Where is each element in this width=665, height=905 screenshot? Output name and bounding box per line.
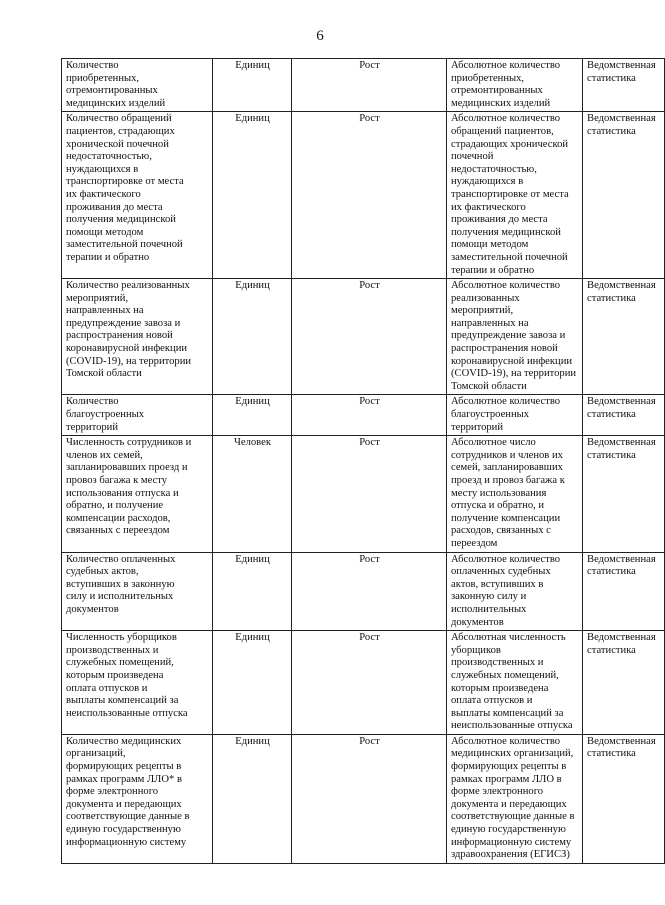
description-cell: Абсолютное число сотрудников и членов их семей, запланировавших проезд и провоз багажа к месту использования отпуска и обратно, и получение компенсации расходов, связанных с переездом (447, 436, 583, 552)
source-cell: Ведомственная статистика (583, 395, 665, 436)
unit-cell: Человек (213, 436, 292, 552)
unit-cell: Единиц (213, 279, 292, 395)
indicator-name-cell: Количество медицинских организаций, формирующих рецепты в рамках программ ЛЛО* в форме электронного документа и передающих соответствующие данные в единую государственную информационную систему (62, 734, 213, 863)
indicator-name-cell: Количество обращений пациентов, страдающих хронической почечной недостаточностью, нуждающихся в транспортировке от места их фактического проживания до места получения медицинской помощи методом заместительной почечной терапии и обратно (62, 112, 213, 279)
table-row (62, 552, 665, 631)
description-cell: Абсолютное количество обращений пациентов, страдающих хронической почечной недостаточностью, нуждающихся в транспортировке от места их фактического проживания до места получения медицинской помощи методом заместительной почечной терапии и обратно (447, 112, 583, 279)
source-cell: Ведомственная статистика (583, 436, 665, 552)
unit-cell: Единиц (213, 59, 292, 112)
description-cell: Абсолютное количество благоустроенных территорий (447, 395, 583, 436)
source-cell: Ведомственная статистика (583, 279, 665, 395)
source-cell: Ведомственная статистика (583, 59, 665, 112)
indicator-name-cell: Количество реализованных мероприятий, направленных на предупреждение завоза и распространения новой коронавирусной инфекции (COVID-19), на территории Томской области (62, 279, 213, 395)
direction-cell: Рост (292, 631, 447, 735)
direction-cell: Рост (292, 279, 447, 395)
direction-cell: Рост (292, 436, 447, 552)
description-cell: Абсолютное количество оплаченных судебных актов, вступивших в законную силу и исполнительных документов (447, 552, 583, 631)
source-cell: Ведомственная статистика (583, 734, 665, 863)
indicator-name-cell: Количество приобретенных, отремонтированных медицинских изделий (62, 59, 213, 112)
unit-cell: Единиц (213, 395, 292, 436)
unit-cell: Единиц (213, 631, 292, 735)
description-cell: Абсолютное количество приобретенных, отремонтированных медицинских изделий (447, 59, 583, 112)
direction-cell: Рост (292, 734, 447, 863)
direction-cell: Рост (292, 112, 447, 279)
description-cell: Абсолютная численность уборщиков производственных и служебных помещений, которым произведена оплата отпусков и выплаты компенсаций за неиспользованные отпуска (447, 631, 583, 735)
description-cell: Абсолютное количество реализованных мероприятий, направленных на предупреждение завоза и распространения новой коронавирусной инфекции (COVID-19), на территории Томской области (447, 279, 583, 395)
table-row (62, 631, 665, 735)
indicator-name-cell: Численность уборщиков производственных и служебных помещений, которым произведена оплата отпусков и выплаты компенсаций за неиспользованные отпуска (62, 631, 213, 735)
unit-cell: Единиц (213, 112, 292, 279)
direction-cell: Рост (292, 395, 447, 436)
direction-cell: Рост (292, 59, 447, 112)
table-row (62, 59, 665, 112)
indicators-table (61, 58, 665, 864)
table-row (62, 279, 665, 395)
indicator-name-cell: Количество оплаченных судебных актов, вступивших в законную силу и исполнительных документов (62, 552, 213, 631)
indicator-name-cell: Численность сотрудников и членов их семей, запланировавших проезд и провоз багажа к месту использования отпуска и обратно, и получение компенсации расходов, связанных с переездом (62, 436, 213, 552)
table-row (62, 395, 665, 436)
source-cell: Ведомственная статистика (583, 112, 665, 279)
page-number: 6 (316, 28, 324, 44)
table-row (62, 112, 665, 279)
source-cell: Ведомственная статистика (583, 552, 665, 631)
table-row (62, 436, 665, 552)
description-cell: Абсолютное количество медицинских организаций, формирующих рецепты в рамках программ ЛЛО в форме электронного документа и передающих соответствующие данные в единую государственную информационную систему здравоохранения (ЕГИСЗ) (447, 734, 583, 863)
source-cell: Ведомственная статистика (583, 631, 665, 735)
unit-cell: Единиц (213, 552, 292, 631)
unit-cell: Единиц (213, 734, 292, 863)
direction-cell: Рост (292, 552, 447, 631)
table-row (62, 734, 665, 863)
indicator-name-cell: Количество благоустроенных территорий (62, 395, 213, 436)
